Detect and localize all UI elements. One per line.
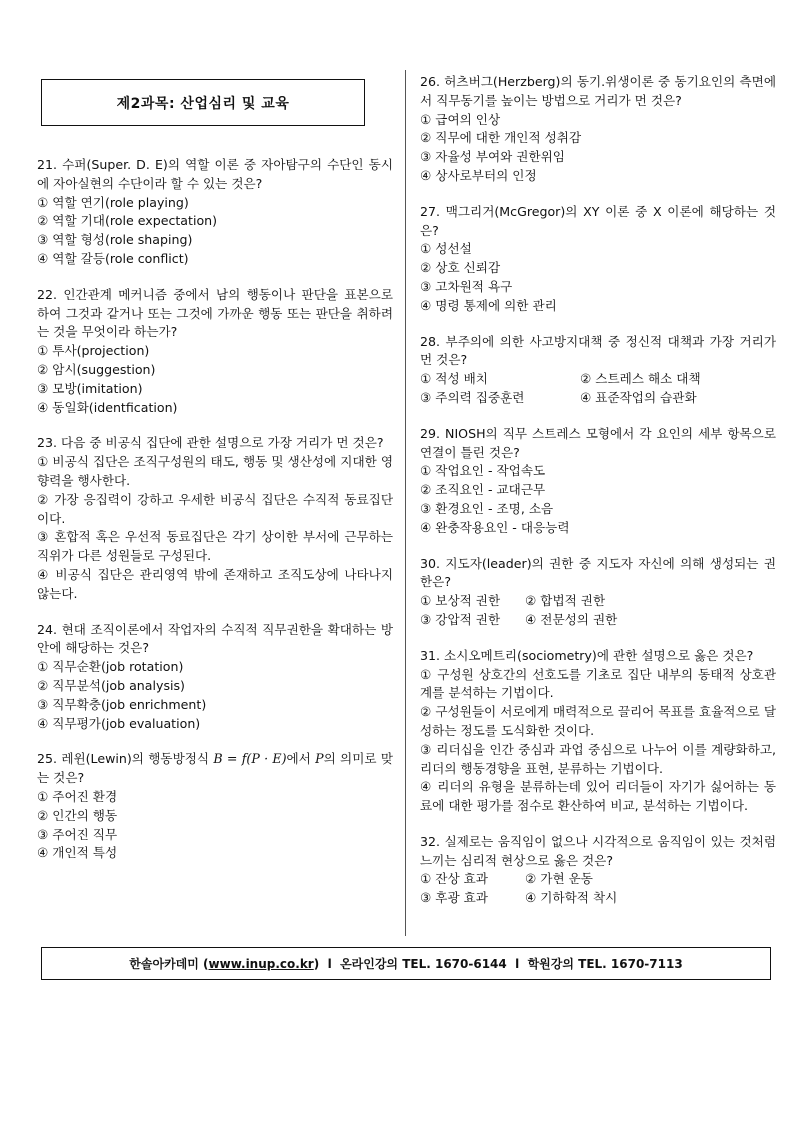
column-divider xyxy=(405,70,406,936)
option-2: ② 조직요인 - 교대근무 xyxy=(420,482,546,498)
behavior-equation: B = f(P · E) xyxy=(213,751,287,767)
option-4: ④ 기하학적 착시 xyxy=(525,890,618,906)
option-2: ② 가현 운동 xyxy=(525,871,593,887)
option-2: ② 인간의 행동 xyxy=(37,807,118,823)
question-32 xyxy=(420,833,776,908)
option-3: ③ 자율성 부여와 권한위임 xyxy=(420,149,565,165)
left-column xyxy=(37,156,393,880)
option-2: ② 직무에 대한 개인적 성취감 xyxy=(420,130,582,146)
option-4: ④ 리더의 유형을 분류하는데 있어 리더들이 자기가 싫어하는 동료에 대한 평가를 점수로 환산하여 비교, 분석하는 기법이다. xyxy=(420,779,776,814)
question-stem: 29. NIOSH의 직무 스트레스 모형에서 각 요인의 세부 항목으로 연결이 틀린 것은? xyxy=(420,425,776,460)
option-row xyxy=(420,389,776,408)
option-1: ① 성선설 xyxy=(420,241,472,257)
option-1: ① 직무순환(job rotation) xyxy=(37,659,184,675)
stem-text-mid: 에서 xyxy=(286,751,316,767)
option-4: ④ 동일화(identfication) xyxy=(37,399,178,415)
footer-separator: l xyxy=(327,956,332,971)
option-2: ② 합법적 권한 xyxy=(525,593,606,609)
question-22 xyxy=(37,286,393,418)
question-29 xyxy=(420,425,776,538)
footer-contact-box xyxy=(41,947,771,980)
option-1: ① 비공식 집단은 조직구성원의 태도, 행동 및 생산성에 지대한 영향력을 행사한다. xyxy=(37,454,393,488)
option-2: ② 상호 신뢰감 xyxy=(420,260,501,276)
option-4: ④ 개인적 특성 xyxy=(37,845,118,861)
question-26 xyxy=(420,73,776,186)
footer-separator: l xyxy=(515,956,520,971)
option-2: ② 역할 기대(role expectation) xyxy=(37,213,218,229)
option-3: ③ 혼합적 혹은 우선적 동료집단은 각기 상이한 부서에 근무하는 직위가 다른 성원들로 구성된다. xyxy=(37,529,393,564)
question-23 xyxy=(37,434,393,603)
academy-name-close: ) xyxy=(313,956,320,971)
option-4: ④ 전문성의 권한 xyxy=(525,611,618,627)
option-1: ① 보상적 권한 xyxy=(420,593,501,609)
question-24 xyxy=(37,621,393,734)
option-row xyxy=(420,611,776,630)
option-row xyxy=(420,370,776,389)
question-stem: 21. 수퍼(Super. D. E)의 역할 이론 중 자아탐구의 수단인 동시에 자아실현의 수단이라 할 수 있는 것은? xyxy=(37,157,393,191)
option-3: ③ 직무확충(job enrichment) xyxy=(37,696,207,712)
option-2: ② 암시(suggestion) xyxy=(37,361,156,377)
option-2: ② 가장 응집력이 강하고 우세한 비공식 집단은 수직적 동료집단이다. xyxy=(37,491,393,526)
question-stem: 24. 현대 조직이론에서 작업자의 수직적 직무권한을 확대하는 방안에 해당하는 것은? xyxy=(37,621,393,656)
option-row xyxy=(420,592,776,611)
stem-text-start: 25. 레윈(Lewin)의 행동방정식 xyxy=(37,751,214,767)
question-stem: 32. 실제로는 움직임이 없으나 시각적으로 움직임이 있는 것처럼 느끼는 심리적 현상으로 옳은 것은? xyxy=(420,833,776,868)
option-3: ③ 주어진 직무 xyxy=(37,826,118,842)
option-3: ③ 역할 형성(role shaping) xyxy=(37,232,193,248)
question-stem xyxy=(37,750,393,788)
option-1: ① 주어진 환경 xyxy=(37,788,118,804)
stem-text-end: 의 의미로 맞는 것은? xyxy=(37,751,393,786)
option-4: ④ 역할 갈등(role conflict) xyxy=(37,250,189,266)
option-row xyxy=(420,889,776,908)
option-1: ① 투사(projection) xyxy=(37,343,150,359)
option-3: ③ 후광 효과 xyxy=(420,890,488,906)
option-3: ③ 모방(imitation) xyxy=(37,380,143,396)
option-3: ③ 강압적 권한 xyxy=(420,611,501,627)
subject-title-box xyxy=(41,79,365,126)
option-1: ① 역할 연기(role playing) xyxy=(37,194,189,210)
question-27 xyxy=(420,203,776,316)
academy-lecture-phone: 학원강의 TEL. 1670-7113 xyxy=(527,957,683,971)
question-30 xyxy=(420,555,776,630)
option-3: ③ 환경요인 - 조명, 소음 xyxy=(420,500,554,516)
option-2: ② 스트레스 해소 대책 xyxy=(580,371,701,387)
question-stem: 30. 지도자(leader)의 권한 중 지도자 자신에 의해 생성되는 권한은? xyxy=(420,555,776,590)
option-4: ④ 비공식 집단은 관리영역 밖에 존재하고 조직도상에 나타나지 않는다. xyxy=(37,566,393,601)
question-stem: 23. 다음 중 비공식 집단에 관한 설명으로 가장 거리가 먼 것은? xyxy=(37,435,384,451)
subject-title: 제2과목: 산업심리 및 교육 xyxy=(116,95,290,112)
option-1: ① 잔상 효과 xyxy=(420,871,488,887)
option-3: ③ 리더십을 인간 중심과 과업 중심으로 나누어 이를 계량화하고, 리더의 행동경향을 표현, 분류하는 기법이다. xyxy=(420,741,776,776)
question-stem: 26. 허츠버그(Herzberg)의 동기.위생이론 중 동기요인의 측면에서 직무동기를 높이는 방법으로 거리가 먼 것은? xyxy=(420,74,776,108)
option-3: ③ 고차원적 욕구 xyxy=(420,278,513,294)
academy-name: 한솔아카데미 ( xyxy=(129,957,209,971)
question-25 xyxy=(37,750,393,863)
right-column xyxy=(420,73,776,925)
academy-website-link[interactable]: www.inup.co.kr xyxy=(208,956,314,971)
option-1: ① 적성 배치 xyxy=(420,371,488,387)
option-1: ① 급여의 인상 xyxy=(420,111,501,127)
question-28 xyxy=(420,333,776,408)
option-1: ① 구성원 상호간의 선호도를 기초로 집단 내부의 동태적 상호관계를 분석하는 기법이다. xyxy=(420,666,776,701)
option-4: ④ 명령 통제에 의한 관리 xyxy=(420,297,557,313)
option-4: ④ 완충작용요인 - 대응능력 xyxy=(420,519,570,535)
question-stem: 28. 부주의에 의한 사고방지대책 중 정신적 대책과 가장 거리가 먼 것은? xyxy=(420,333,776,368)
option-4: ④ 직무평가(job evaluation) xyxy=(37,715,201,731)
option-3: ③ 주의력 집중훈련 xyxy=(420,389,525,405)
question-21 xyxy=(37,156,393,269)
option-1: ① 작업요인 - 작업속도 xyxy=(420,463,546,479)
equation-variable: P xyxy=(315,751,324,767)
option-row xyxy=(420,870,776,889)
question-stem: 31. 소시오메트리(sociometry)에 관한 설명으로 옳은 것은? xyxy=(420,647,754,663)
question-stem: 22. 인간관계 메커니즘 중에서 남의 행동이나 판단을 표본으로 하여 그것과 같거나 또는 그것에 가까운 행동 또는 판단을 취하려는 것을 무엇이라 하는가? xyxy=(37,286,393,340)
online-lecture-phone: 온라인강의 TEL. 1670-6144 xyxy=(340,957,507,971)
option-2: ② 직무분석(job analysis) xyxy=(37,677,185,693)
question-31 xyxy=(420,647,776,816)
option-4: ④ 표준작업의 습관화 xyxy=(580,389,697,405)
question-stem: 27. 맥그리거(McGregor)의 XY 이론 중 X 이론에 해당하는 것은? xyxy=(420,203,776,238)
option-2: ② 구성원들이 서로에게 매력적으로 끌리어 목표를 효율적으로 달성하는 정도를 도식화한 것이다. xyxy=(420,704,776,738)
option-4: ④ 상사로부터의 인정 xyxy=(420,167,537,183)
